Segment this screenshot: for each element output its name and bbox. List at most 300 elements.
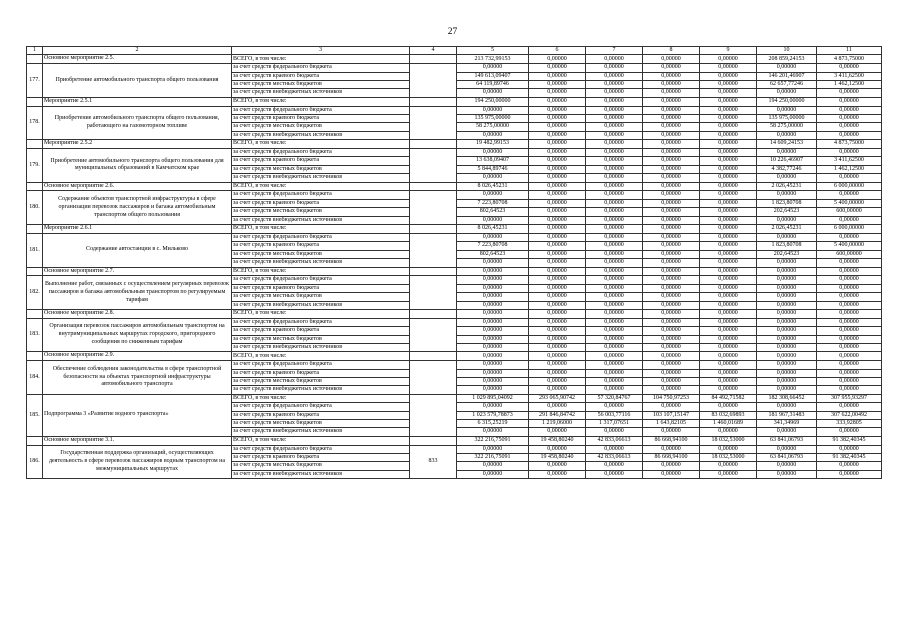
amount-cell: 0,00000: [529, 123, 586, 131]
table-row: [27, 149, 882, 157]
amount-cell: 0,00000: [586, 377, 643, 385]
amount-cell: 0,00000: [817, 293, 882, 301]
amount-cell: 0,00000: [457, 462, 529, 470]
table-row: [27, 267, 882, 276]
budget-code: [410, 64, 457, 98]
amount-cell: 0,00000: [757, 284, 817, 292]
amount-cell: 0,00000: [643, 89, 700, 97]
amount-cell: 0,00000: [586, 199, 643, 207]
amount-cell: 0,00000: [586, 267, 643, 276]
amount-cell: 0,00000: [817, 115, 882, 123]
amount-cell: 58 275,00000: [457, 123, 529, 131]
funding-source: за счет средств федерального бюджета: [232, 403, 410, 411]
funding-source: за счет средств краевого бюджета: [232, 157, 410, 165]
row-number: 185.: [27, 394, 43, 436]
row-number: 179.: [27, 149, 43, 183]
amount-cell: 0,00000: [529, 174, 586, 182]
amount-cell: 0,00000: [757, 343, 817, 351]
amount-cell: 0,00000: [643, 352, 700, 361]
header-cell: 3: [232, 47, 410, 55]
budget-code: [410, 97, 457, 106]
amount-cell: 0,00000: [529, 335, 586, 343]
amount-cell: 1 029 895,04092: [457, 394, 529, 402]
header-cell: 8: [643, 47, 700, 55]
amount-cell: 0,00000: [529, 157, 586, 165]
amount-cell: 0,00000: [529, 182, 586, 191]
amount-cell: 333,92805: [817, 420, 882, 428]
amount-cell: 0,00000: [586, 343, 643, 351]
amount-cell: 0,00000: [586, 361, 643, 369]
funding-source: за счет средств краевого бюджета: [232, 454, 410, 462]
budget-code: [410, 182, 457, 191]
amount-cell: 86 668,94100: [643, 454, 700, 462]
amount-cell: 0,00000: [643, 267, 700, 276]
amount-cell: 0,00000: [643, 284, 700, 292]
amount-cell: 293 065,90742: [529, 394, 586, 402]
amount-cell: 135 975,00000: [457, 115, 529, 123]
table-row: [27, 64, 882, 72]
amount-cell: 18 032,53000: [700, 436, 757, 445]
amount-cell: 1 462,12500: [817, 165, 882, 173]
amount-cell: 0,00000: [529, 327, 586, 335]
amount-cell: 0,00000: [700, 106, 757, 114]
amount-cell: 0,00000: [586, 462, 643, 470]
amount-cell: 0,00000: [700, 199, 757, 207]
program-name: Приобретение автомобильного транспорта общего пользования: [43, 64, 232, 98]
program-name: Основное мероприятие 2.7.: [43, 267, 232, 276]
amount-cell: 0,00000: [457, 174, 529, 182]
program-name: Подпрограмма 3 «Развитие водного транспорта»: [43, 394, 232, 436]
amount-cell: 0,00000: [700, 149, 757, 157]
row-number: 178.: [27, 106, 43, 140]
amount-cell: 6 000,00000: [817, 225, 882, 234]
amount-cell: 0,00000: [643, 165, 700, 173]
amount-cell: 0,00000: [529, 250, 586, 258]
amount-cell: 0,00000: [586, 55, 643, 64]
amount-cell: 0,00000: [700, 352, 757, 361]
amount-cell: 135 975,00000: [757, 115, 817, 123]
amount-cell: 0,00000: [586, 81, 643, 89]
funding-source: за счет средств федерального бюджета: [232, 318, 410, 326]
amount-cell: 0,00000: [700, 386, 757, 394]
amount-cell: 0,00000: [700, 377, 757, 385]
amount-cell: 0,00000: [457, 428, 529, 436]
amount-cell: 0,00000: [643, 327, 700, 335]
amount-cell: 0,00000: [529, 428, 586, 436]
amount-cell: 0,00000: [817, 428, 882, 436]
amount-cell: 0,00000: [757, 174, 817, 182]
amount-cell: 0,00000: [700, 428, 757, 436]
budget-code: [410, 361, 457, 395]
amount-cell: 0,00000: [817, 97, 882, 106]
budget-code: [410, 55, 457, 64]
amount-cell: 91 382,40345: [817, 436, 882, 445]
amount-cell: 19 458,80240: [529, 454, 586, 462]
amount-cell: 0,00000: [700, 225, 757, 234]
amount-cell: 0,00000: [700, 301, 757, 309]
amount-cell: 802,64523: [457, 208, 529, 216]
amount-cell: 63 841,06793: [757, 436, 817, 445]
amount-cell: 0,00000: [529, 403, 586, 411]
header-cell: 7: [586, 47, 643, 55]
amount-cell: 0,00000: [817, 149, 882, 157]
amount-cell: 0,00000: [643, 309, 700, 318]
amount-cell: 0,00000: [586, 191, 643, 199]
amount-cell: 194 250,00000: [757, 97, 817, 106]
funding-source: за счет средств краевого бюджета: [232, 369, 410, 377]
amount-cell: 5 400,00000: [817, 242, 882, 250]
amount-cell: 208 859,24153: [757, 55, 817, 64]
amount-cell: 0,00000: [757, 64, 817, 72]
funding-source: за счет средств внебюджетных источников: [232, 131, 410, 139]
amount-cell: 0,00000: [457, 216, 529, 224]
amount-cell: 0,00000: [586, 309, 643, 318]
amount-cell: 42 833,06613: [586, 454, 643, 462]
amount-cell: 0,00000: [700, 140, 757, 149]
funding-source: за счет средств местных бюджетов: [232, 81, 410, 89]
table-row: [27, 191, 882, 199]
row-number: [27, 55, 43, 64]
amount-cell: 64 119,89746: [457, 81, 529, 89]
amount-cell: 0,00000: [757, 462, 817, 470]
funding-source: за счет средств внебюджетных источников: [232, 216, 410, 224]
amount-cell: 0,00000: [757, 106, 817, 114]
amount-cell: 0,00000: [643, 225, 700, 234]
amount-cell: 63 841,06793: [757, 454, 817, 462]
amount-cell: 0,00000: [529, 445, 586, 453]
amount-cell: 322 216,75091: [457, 454, 529, 462]
amount-cell: 0,00000: [529, 369, 586, 377]
amount-cell: 213 732,99153: [457, 55, 529, 64]
budget-table: [26, 46, 882, 479]
budget-code: [410, 318, 457, 352]
program-name: Обеспечение соблюдения законодательства в сфере транспортной безопасности на объектах транспортной инфраструктуры автомобильного транспорта: [43, 361, 232, 395]
amount-cell: 0,00000: [457, 89, 529, 97]
amount-cell: 0,00000: [529, 284, 586, 292]
funding-source: за счет средств внебюджетных источников: [232, 470, 410, 478]
amount-cell: 0,00000: [586, 242, 643, 250]
amount-cell: 4 873,75000: [817, 55, 882, 64]
funding-source: ВСЕГО, в том числе:: [232, 394, 410, 402]
amount-cell: 103 107,15147: [643, 411, 700, 419]
amount-cell: 0,00000: [529, 199, 586, 207]
amount-cell: 194 250,00000: [457, 97, 529, 106]
amount-cell: 0,00000: [529, 140, 586, 149]
amount-cell: 0,00000: [700, 445, 757, 453]
amount-cell: 7 223,80708: [457, 199, 529, 207]
program-name: Основное мероприятие 2.9.: [43, 352, 232, 361]
amount-cell: 0,00000: [529, 149, 586, 157]
amount-cell: 4 382,77246: [757, 165, 817, 173]
amount-cell: 0,00000: [757, 470, 817, 478]
amount-cell: 13 638,09407: [457, 157, 529, 165]
funding-source: за счет средств местных бюджетов: [232, 208, 410, 216]
amount-cell: 0,00000: [643, 199, 700, 207]
row-number: 177.: [27, 64, 43, 98]
amount-cell: 0,00000: [586, 182, 643, 191]
amount-cell: 0,00000: [757, 318, 817, 326]
amount-cell: 0,00000: [529, 97, 586, 106]
amount-cell: 0,00000: [529, 318, 586, 326]
amount-cell: 0,00000: [700, 191, 757, 199]
amount-cell: 0,00000: [643, 123, 700, 131]
amount-cell: 0,00000: [457, 327, 529, 335]
amount-cell: 0,00000: [643, 81, 700, 89]
amount-cell: 0,00000: [757, 149, 817, 157]
table-row: [27, 106, 882, 114]
amount-cell: 0,00000: [757, 267, 817, 276]
amount-cell: 0,00000: [817, 106, 882, 114]
amount-cell: 0,00000: [457, 149, 529, 157]
program-name: Основное мероприятие 2.6.: [43, 182, 232, 191]
funding-source: за счет средств федерального бюджета: [232, 149, 410, 157]
amount-cell: 0,00000: [757, 327, 817, 335]
amount-cell: 0,00000: [700, 259, 757, 267]
amount-cell: 1 460,01689: [700, 420, 757, 428]
amount-cell: 0,00000: [457, 318, 529, 326]
amount-cell: 0,00000: [700, 462, 757, 470]
amount-cell: 0,00000: [817, 352, 882, 361]
amount-cell: 0,00000: [643, 428, 700, 436]
amount-cell: 0,00000: [457, 369, 529, 377]
amount-cell: 0,00000: [457, 445, 529, 453]
funding-source: за счет средств федерального бюджета: [232, 64, 410, 72]
funding-source: за счет средств краевого бюджета: [232, 411, 410, 419]
amount-cell: 0,00000: [817, 386, 882, 394]
amount-cell: 307 622,00492: [817, 411, 882, 419]
amount-cell: 0,00000: [457, 106, 529, 114]
amount-cell: 0,00000: [643, 377, 700, 385]
amount-cell: 0,00000: [643, 335, 700, 343]
amount-cell: 0,00000: [817, 403, 882, 411]
funding-source: за счет средств местных бюджетов: [232, 250, 410, 258]
amount-cell: 0,00000: [643, 216, 700, 224]
amount-cell: 0,00000: [586, 293, 643, 301]
amount-cell: 0,00000: [817, 327, 882, 335]
amount-cell: 0,00000: [586, 386, 643, 394]
amount-cell: 0,00000: [643, 106, 700, 114]
funding-source: за счет средств местных бюджетов: [232, 377, 410, 385]
row-number: [27, 267, 43, 276]
table-row: [27, 140, 882, 149]
funding-source: ВСЕГО, в том числе:: [232, 97, 410, 106]
amount-cell: 0,00000: [457, 64, 529, 72]
amount-cell: 0,00000: [586, 369, 643, 377]
amount-cell: 0,00000: [757, 276, 817, 284]
amount-cell: 0,00000: [529, 131, 586, 139]
amount-cell: 0,00000: [586, 233, 643, 241]
row-number: [27, 140, 43, 149]
amount-cell: 0,00000: [586, 115, 643, 123]
amount-cell: 0,00000: [757, 361, 817, 369]
amount-cell: 91 382,40345: [817, 454, 882, 462]
amount-cell: 0,00000: [817, 259, 882, 267]
amount-cell: 8 026,45231: [457, 182, 529, 191]
amount-cell: 0,00000: [757, 233, 817, 241]
amount-cell: 202,64523: [757, 208, 817, 216]
amount-cell: 0,00000: [817, 174, 882, 182]
amount-cell: 0,00000: [586, 403, 643, 411]
program-name: Мероприятие 2.5.2: [43, 140, 232, 149]
funding-source: за счет средств местных бюджетов: [232, 462, 410, 470]
amount-cell: 1 823,80708: [757, 199, 817, 207]
amount-cell: 0,00000: [757, 216, 817, 224]
amount-cell: 0,00000: [457, 309, 529, 318]
amount-cell: 0,00000: [586, 106, 643, 114]
row-number: [27, 182, 43, 191]
amount-cell: 0,00000: [700, 64, 757, 72]
table-row: [27, 352, 882, 361]
amount-cell: 0,00000: [643, 131, 700, 139]
amount-cell: 0,00000: [700, 335, 757, 343]
amount-cell: 0,00000: [700, 55, 757, 64]
amount-cell: 0,00000: [457, 259, 529, 267]
row-number: [27, 225, 43, 234]
header-cell: 4: [410, 47, 457, 55]
program-name: Основное мероприятие 2.5.: [43, 55, 232, 64]
amount-cell: 0,00000: [586, 301, 643, 309]
amount-cell: 0,00000: [817, 470, 882, 478]
funding-source: за счет средств внебюджетных источников: [232, 174, 410, 182]
amount-cell: 0,00000: [700, 81, 757, 89]
amount-cell: 6 315,25219: [457, 420, 529, 428]
amount-cell: 0,00000: [757, 309, 817, 318]
table-row: [27, 318, 882, 326]
amount-cell: 0,00000: [643, 55, 700, 64]
amount-cell: 4 873,75000: [817, 140, 882, 149]
amount-cell: 0,00000: [643, 386, 700, 394]
amount-cell: 0,00000: [817, 301, 882, 309]
funding-source: за счет средств внебюджетных источников: [232, 428, 410, 436]
amount-cell: 0,00000: [586, 208, 643, 216]
funding-source: за счет средств внебюджетных источников: [232, 386, 410, 394]
amount-cell: 0,00000: [529, 242, 586, 250]
budget-code: [410, 140, 457, 149]
amount-cell: 0,00000: [643, 259, 700, 267]
amount-cell: 0,00000: [586, 131, 643, 139]
funding-source: за счет средств краевого бюджета: [232, 115, 410, 123]
amount-cell: 0,00000: [529, 470, 586, 478]
amount-cell: 0,00000: [700, 157, 757, 165]
amount-cell: 0,00000: [457, 377, 529, 385]
amount-cell: 0,00000: [643, 276, 700, 284]
amount-cell: 0,00000: [700, 318, 757, 326]
funding-source: за счет средств местных бюджетов: [232, 123, 410, 131]
amount-cell: 0,00000: [700, 327, 757, 335]
amount-cell: 0,00000: [586, 165, 643, 173]
amount-cell: 0,00000: [529, 233, 586, 241]
program-name: Мероприятие 2.6.1: [43, 225, 232, 234]
amount-cell: 0,00000: [757, 445, 817, 453]
funding-source: ВСЕГО, в том числе:: [232, 309, 410, 318]
funding-source: ВСЕГО, в том числе:: [232, 182, 410, 191]
amount-cell: 0,00000: [586, 250, 643, 258]
amount-cell: 0,00000: [586, 97, 643, 106]
amount-cell: 42 833,06613: [586, 436, 643, 445]
amount-cell: 0,00000: [586, 72, 643, 80]
amount-cell: 600,00000: [817, 208, 882, 216]
amount-cell: 0,00000: [457, 301, 529, 309]
amount-cell: 1 023 579,78873: [457, 411, 529, 419]
amount-cell: 0,00000: [817, 377, 882, 385]
amount-cell: 0,00000: [457, 293, 529, 301]
budget-code: [410, 106, 457, 140]
table-row: [27, 276, 882, 284]
amount-cell: 0,00000: [757, 191, 817, 199]
amount-cell: 0,00000: [586, 140, 643, 149]
amount-cell: 0,00000: [586, 89, 643, 97]
amount-cell: 86 668,94100: [643, 436, 700, 445]
amount-cell: 0,00000: [700, 250, 757, 258]
amount-cell: 0,00000: [643, 301, 700, 309]
funding-source: за счет средств федерального бюджета: [232, 445, 410, 453]
amount-cell: 0,00000: [817, 89, 882, 97]
amount-cell: 14 609,24153: [757, 140, 817, 149]
amount-cell: 0,00000: [817, 276, 882, 284]
amount-cell: 3 411,62500: [817, 72, 882, 80]
amount-cell: 0,00000: [457, 470, 529, 478]
amount-cell: 0,00000: [643, 470, 700, 478]
amount-cell: 307 955,93297: [817, 394, 882, 402]
program-name: Выполнение работ, связанных с осуществлением регулярных перевозок пассажиров и багажа автомобильным транспортом по регулируемым тарифам: [43, 276, 232, 310]
funding-source: ВСЕГО, в том числе:: [232, 267, 410, 276]
funding-source: за счет средств федерального бюджета: [232, 191, 410, 199]
amount-cell: 0,00000: [643, 250, 700, 258]
amount-cell: 0,00000: [700, 361, 757, 369]
budget-code: [410, 267, 457, 276]
amount-cell: 0,00000: [700, 293, 757, 301]
amount-cell: 0,00000: [643, 233, 700, 241]
amount-cell: 0,00000: [529, 72, 586, 80]
amount-cell: 0,00000: [700, 97, 757, 106]
amount-cell: 0,00000: [529, 276, 586, 284]
funding-source: за счет средств внебюджетных источников: [232, 301, 410, 309]
funding-source: за счет средств краевого бюджета: [232, 72, 410, 80]
funding-source: за счет средств местных бюджетов: [232, 420, 410, 428]
amount-cell: 0,00000: [817, 343, 882, 351]
amount-cell: 56 003,77116: [586, 411, 643, 419]
amount-cell: 0,00000: [817, 335, 882, 343]
amount-cell: 19 482,99153: [457, 140, 529, 149]
header-cell: 1: [27, 47, 43, 55]
amount-cell: 0,00000: [700, 309, 757, 318]
amount-cell: 0,00000: [586, 352, 643, 361]
program-name: Государственная поддержка организаций, осуществляющих деятельность в сфере перевозок пассажиров водным транспортом на межмуниципальных маршрутах: [43, 445, 232, 479]
budget-code: [410, 233, 457, 267]
amount-cell: 0,00000: [700, 369, 757, 377]
amount-cell: 0,00000: [586, 225, 643, 234]
amount-cell: 0,00000: [817, 445, 882, 453]
amount-cell: 0,00000: [817, 191, 882, 199]
program-name: Мероприятие 2.5.1: [43, 97, 232, 106]
amount-cell: 0,00000: [457, 233, 529, 241]
amount-cell: 0,00000: [586, 157, 643, 165]
amount-cell: 802,64523: [457, 250, 529, 258]
funding-source: за счет средств местных бюджетов: [232, 335, 410, 343]
amount-cell: 0,00000: [529, 377, 586, 385]
table-row: [27, 225, 882, 234]
amount-cell: 0,00000: [817, 233, 882, 241]
amount-cell: 83 032,69893: [700, 411, 757, 419]
amount-cell: 0,00000: [757, 259, 817, 267]
amount-cell: 84 492,71582: [700, 394, 757, 402]
amount-cell: 0,00000: [529, 115, 586, 123]
row-number: 186.: [27, 445, 43, 479]
page-number: 27: [447, 27, 458, 37]
amount-cell: 0,00000: [643, 293, 700, 301]
amount-cell: 0,00000: [643, 462, 700, 470]
amount-cell: 5 844,89746: [457, 165, 529, 173]
